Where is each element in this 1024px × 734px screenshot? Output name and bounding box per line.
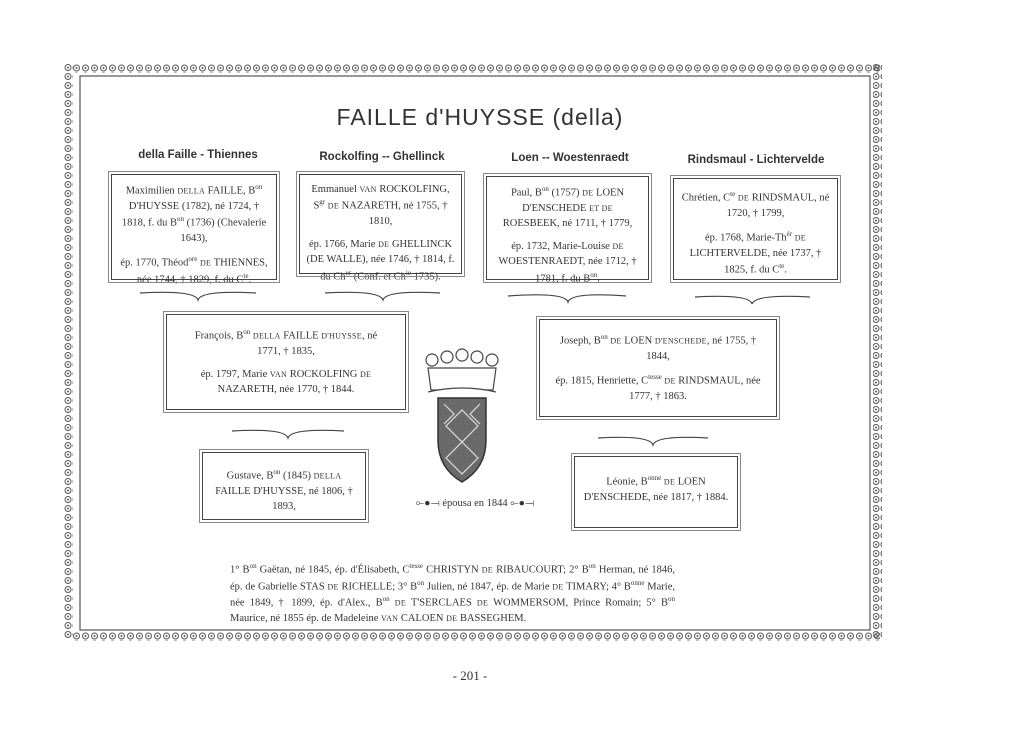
francois-line: François, $B^{on}$ DELLA FAILLE D'HUYSSE, né 1771, † 1835,: [194, 328, 378, 357]
family-header-loen-woestenraedt: Loen -- Woestenraedt: [511, 152, 629, 164]
person-box-emmanuel: [299, 174, 462, 283]
chretien-line: Chrétien, $C^{te}$ DE RINDSMAUL, né 1720, † 1799,: [681, 190, 830, 219]
person-box-francois: [166, 314, 406, 410]
paul-line: Paul, $B^{on}$ (1757) DE LOEN D'ENSCHEDE ET DE ROESBEEK, né 1711, † 1779,: [502, 185, 633, 229]
family-header-rockolfing-ghellinck: Rockolfing -- Ghellinck: [319, 151, 445, 163]
ornament-left-icon: ⟜●⟞: [415, 498, 440, 509]
person-box-paul: [486, 176, 649, 285]
person-box-maximilien: [111, 174, 277, 286]
family-header-della-faille-thiennes: della Faille - Thiennes: [138, 149, 258, 161]
joseph-spouse-line: ép. 1815, Henriette, $C^{tesse}$ DE RINDSMAUL, née 1777, † 1863.: [555, 372, 761, 402]
paul-spouse-line: ép. 1732, Marie-Louise DE WOESTENRAEDT, née 1712, † 1781, f. du $B^{on}$.: [498, 241, 637, 285]
person-box-joseph: [539, 319, 777, 417]
person-box-leonie: [574, 456, 738, 528]
emmanuel-spouse-line: ép. 1766, Marie DE GHELLINCK (DE WALLE), née 1746, † 1814, f. du $Ch^{er}$ (Conf. et $Ch^{ie}$ 1735).: [306, 239, 455, 283]
coat-of-arms: [426, 349, 498, 482]
marriage-note: ⟜●⟞ épousa en 1844 ⟜●⟞: [415, 498, 535, 509]
leonie-line: Léonie, $B^{onne}$ DE LOEN D'ENSCHEDE, née 1817, † 1884.: [583, 474, 729, 503]
emmanuel-line: Emmanuel VAN ROCKOLFING, $S^{gr}$ DE NAZARETH, né 1755, † 1810,: [311, 184, 450, 227]
family-header-rindsmaul-lichtervelde: Rindsmaul - Lichtervelde: [687, 154, 825, 166]
gustave-line: Gustave, $B^{on}$ (1845) DELLA FAILLE D'HUYSSE, né 1806, † 1893,: [215, 468, 353, 512]
maximilien-marriage-line: Maximilien DELLA FAILLE, $B^{on}$ D'HUYSSE (1782), né 1724, † 1818, f. du $B^{on}$ (1736) (Chevalerie 1643),: [121, 183, 267, 244]
person-box-chretien: [673, 178, 838, 280]
page-title: FAILLE d'HUYSSE (della): [336, 104, 624, 130]
person-box-gustave: [202, 452, 366, 520]
maximilien-spouse-line: ép. 1770, Théod$^{ore}$ DE THIENNES, née 1744, † 1829, f. du $C^{te}$.: [120, 254, 268, 286]
ornament-right-icon: ⟜●⟞: [510, 498, 535, 509]
francois-spouse-line: ép. 1797, Marie VAN ROCKOLFING DE NAZARETH, née 1770, † 1844.: [200, 368, 372, 396]
page-number: - 201 -: [452, 668, 488, 683]
children-note: 1° $B^{on}$ Gaëtan, né 1845, ép. d'Élisabeth, $C^{tesse}$ CHRISTYN DE RIBAUCOURT; 2° $B^{on}$ Herman, né 1846, ép. de Gabrielle STAS DE RICHELLE; 3° $B^{on}$ Julien, né 1847, ép. de Marie DE TIMARY; 4° $B^{onne}$ Marie, née 1849, † 1899, ép. d'Alex., $B^{on}$ DE T'SERCLAES DE WOMMERSOM, Prince Romain; 5° $B^{on}$ Maurice, né 1855 ép. de Madeleine VAN CALOEN DE BASSEGHEM.: [230, 562, 675, 625]
chretien-spouse-line: ép. 1768, Marie-$Th^{ér}$ DE LICHTERVELDE, née 1737, † 1825, f. du $C^{te}$.: [689, 229, 822, 276]
joseph-line: Joseph, $B^{on}$ DE LOEN D'ENSCHEDE, né 1755, † 1844,: [559, 333, 757, 362]
